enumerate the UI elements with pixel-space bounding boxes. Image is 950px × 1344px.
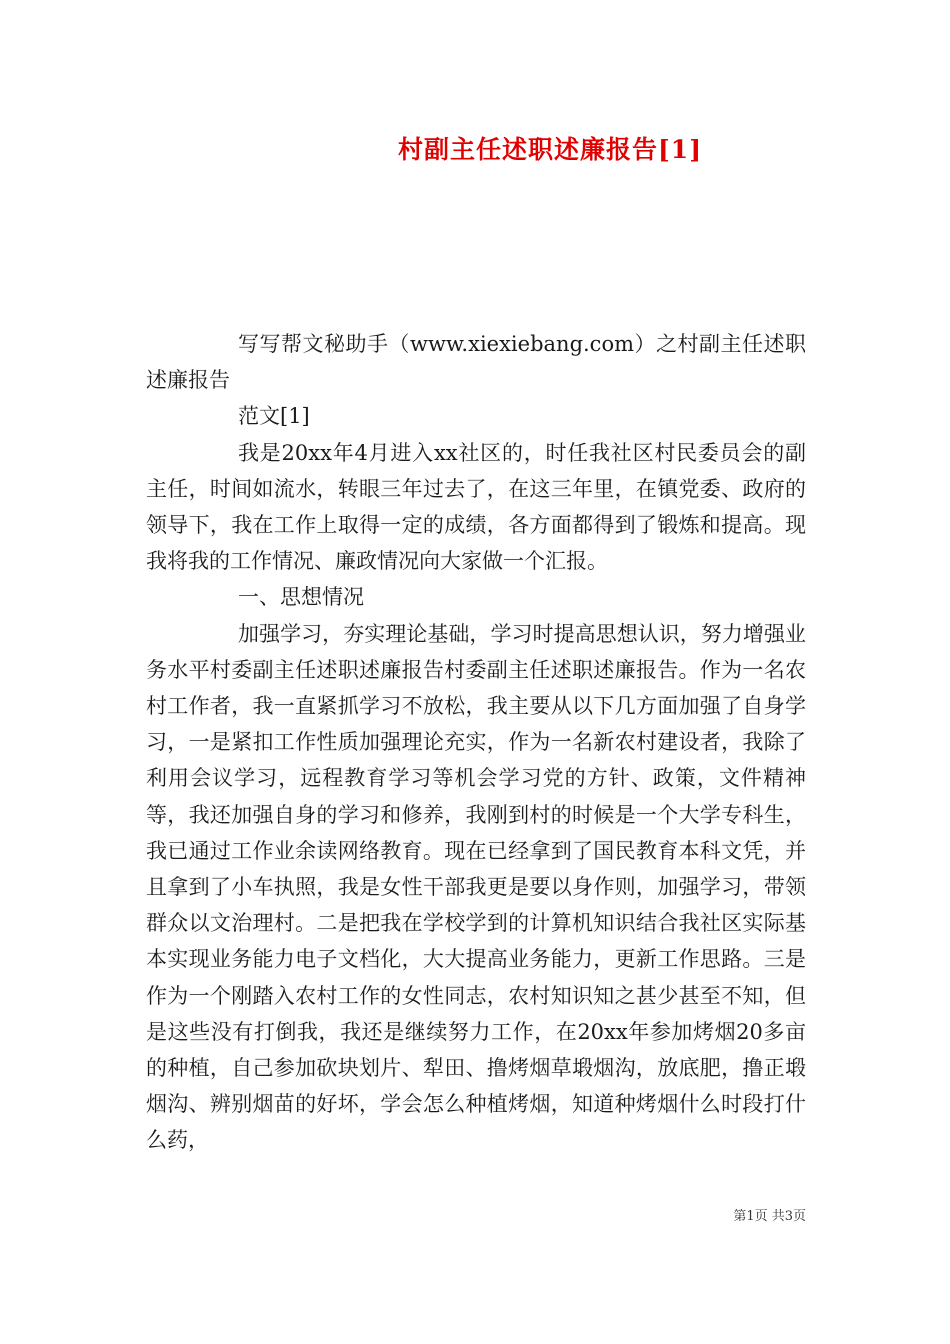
document-body — [146, 326, 806, 1159]
sample-subtitle: 范文[1] — [238, 404, 310, 429]
document-title: 村副主任述职述廉报告[1] — [397, 135, 703, 164]
intro-paragraph: 写写帮文秘助手（www.xiexiebang.com）之村副主任述职述廉报告 — [146, 332, 806, 393]
page-number: 第1页 共3页 — [733, 1209, 806, 1224]
paragraph-2: 加强学习，夯实理论基础，学习时提高思想认识，努力增强业务水平村委副主任述职述廉报告村委副主任述职述廉报告。作为一名农村工作者，我一直紧抓学习不放松，我主要从以下几方面加强了自身学习，一是紧扣工作性质加强理论充实，作为一名新农村建设者，我除了利用会议学习，远程教育学习等机会学习党的方针、政策，文件精神等，我还加强自身的学习和修养，我刚到村的时候是一个大学专科生，我已通过工作业余读网络教育。现在已经拿到了国民教育本科文凭，并且拿到了小车执照，我是女性干部我更是要以身作则，加强学习，带领群众以文治理村。二是把我在学校学到的计算机知识结合我社区实际基本实现业务能力电子文档化，大大提高业务能力，更新工作思路。三是作为一个刚踏入农村工作的女性同志，农村知识知之甚少甚至不知，但是这些没有打倒我，我还是继续努力工作，在20xx年参加烤烟20多亩的种植，自己参加砍块划片、犁田、撸烤烟草塅烟沟，放底肥，撸正塅烟沟、辨别烟苗的好坏，学会怎么种植烤烟，知道种烤烟什么时段打什么药， — [146, 621, 806, 1153]
paragraph-1: 我是20xx年4月进入xx社区的，时任我社区村民委员会的副主任，时间如流水，转眼三年过去了，在这三年里，在镇党委、政府的领导下，我在工作上取得一定的成绩，各方面都得到了锻炼和提高。现我将我的工作情况、廉政情况向大家做一个汇报。 — [146, 440, 806, 574]
section-heading-1: 一、思想情况 — [238, 585, 364, 610]
